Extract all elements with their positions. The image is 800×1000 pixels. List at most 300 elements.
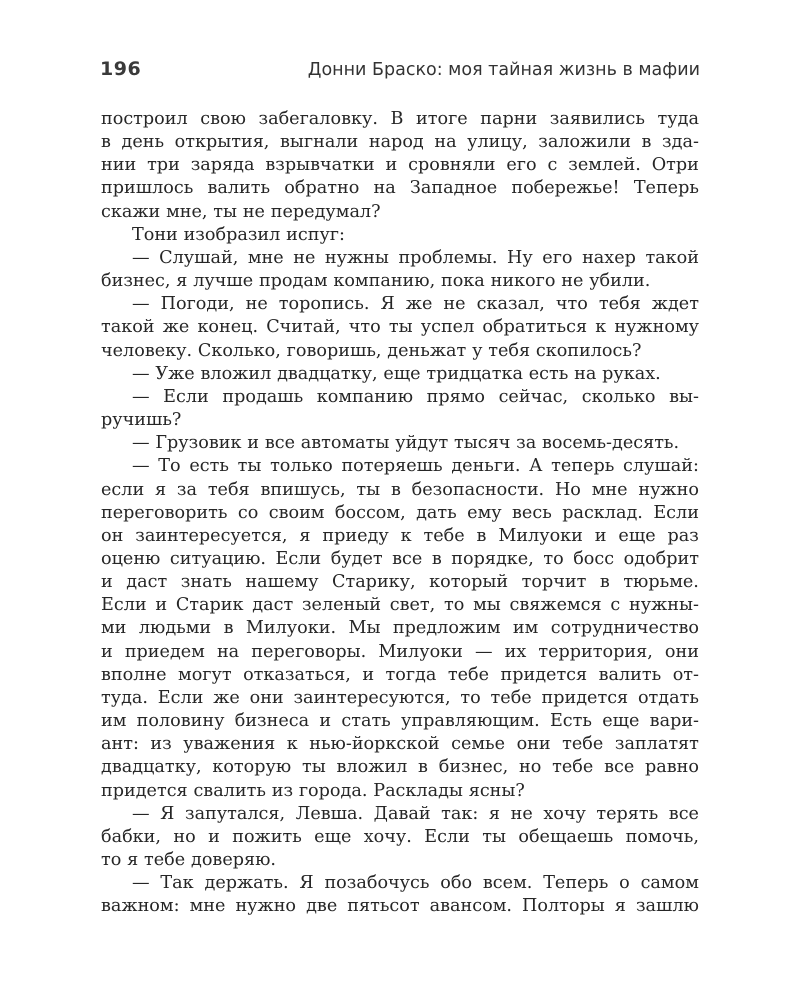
word: тебе (490, 687, 532, 708)
word: заплатят (614, 734, 699, 755)
word: пожить (232, 826, 302, 847)
text-line (101, 502, 699, 525)
word: на (434, 132, 457, 153)
word: бизнеса (234, 711, 310, 732)
word: на (216, 641, 240, 662)
word: одобрит (623, 548, 699, 569)
word: расклад. (562, 502, 643, 523)
word: Теперь (543, 873, 609, 894)
word: и (208, 826, 220, 847)
text-line-content (101, 617, 699, 640)
text-line-content (132, 293, 699, 316)
word: продам (258, 271, 328, 292)
word: вложил (336, 757, 408, 778)
word: тогда (385, 664, 437, 685)
word: — (132, 294, 150, 315)
text-line-content (101, 895, 699, 918)
text-line-content (101, 687, 699, 710)
word: нужны (324, 247, 389, 268)
word: они (516, 734, 551, 755)
word: впишусь, (260, 479, 346, 500)
word: в (418, 757, 428, 778)
word: Есть (549, 711, 592, 732)
word: все (264, 433, 295, 454)
text-line-content (101, 664, 699, 687)
text-line (101, 687, 699, 710)
text-line-content (132, 363, 699, 386)
word: свалить (193, 780, 266, 801)
word: они (249, 687, 284, 708)
word: заложили (538, 132, 631, 153)
word: даст (252, 595, 294, 616)
word: есть (528, 363, 569, 384)
text-line-content (101, 756, 699, 779)
word: еще (618, 525, 656, 546)
text-line (101, 641, 699, 664)
word: успел (420, 317, 475, 338)
word: Ну (507, 247, 533, 268)
word: бизнес, (101, 271, 171, 292)
word: и (101, 641, 113, 662)
word: есть (189, 456, 229, 477)
text-line-content (132, 432, 699, 455)
word: управляющим. (401, 711, 540, 732)
text-line (101, 849, 699, 872)
word: взрывчатки (265, 155, 375, 176)
text-line-content (101, 177, 699, 200)
text-line (101, 455, 699, 478)
word: торопись. (278, 294, 370, 315)
word: тебя (488, 340, 531, 361)
word: от- (672, 664, 699, 685)
word: могут (178, 664, 232, 685)
word: Милуоки (378, 641, 463, 662)
word: улицу, (467, 132, 528, 153)
word: Грузовик (155, 433, 242, 454)
word: ручишь? (101, 410, 182, 431)
word: свяжемся (509, 595, 602, 616)
word: скопилось? (535, 340, 642, 361)
word: в (476, 525, 487, 546)
word: обратиться (482, 317, 588, 338)
text-line (101, 803, 699, 826)
text-line-content (101, 131, 699, 154)
word: в (223, 618, 234, 639)
word: — (132, 873, 150, 894)
word: Теперь (633, 178, 699, 199)
word: то (444, 595, 465, 616)
text-line (101, 617, 699, 640)
word: же (162, 317, 190, 338)
text-line-content (101, 849, 699, 872)
word: тебе (552, 757, 594, 778)
word: даст (126, 572, 168, 593)
word: уйдут (395, 433, 449, 454)
word: переговоры. (251, 641, 367, 662)
word: заряда (190, 155, 255, 176)
word: порядке, (451, 548, 534, 569)
word: Если (275, 548, 322, 569)
word: всем. (482, 873, 533, 894)
word: теперь (551, 456, 615, 477)
word: тебе (144, 850, 186, 870)
word: самом (640, 873, 699, 894)
word: к (595, 317, 607, 338)
word: он (101, 525, 124, 546)
word: в (101, 132, 111, 153)
word: тридцатка (426, 363, 523, 384)
word: со (237, 502, 259, 523)
text-line (101, 409, 699, 432)
word: компанию (316, 386, 414, 407)
word: Если (163, 386, 209, 407)
word: ты (213, 201, 238, 222)
word: нужно (638, 479, 699, 500)
word: и (247, 433, 260, 454)
word: на (373, 178, 396, 199)
word: им (512, 618, 539, 639)
text-line (101, 479, 699, 502)
word: тебе (423, 525, 465, 546)
word: бабки, (101, 826, 161, 847)
word: приеду (322, 525, 389, 546)
word: передумал? (270, 201, 381, 222)
word: забегаловку. (258, 109, 378, 129)
word: пришлось (101, 178, 194, 199)
word: Давай (373, 803, 431, 824)
text-line (101, 826, 699, 849)
word: Так (160, 873, 194, 894)
text-line-content (101, 479, 699, 502)
word: день (121, 132, 165, 153)
word: Если (101, 595, 147, 616)
text-line (101, 386, 699, 409)
word: с (610, 595, 621, 616)
text-line (101, 293, 699, 316)
text-line (101, 108, 699, 131)
body-text (101, 108, 699, 918)
word: компанию, (333, 271, 436, 292)
text-line (101, 780, 699, 803)
word: к (400, 525, 412, 546)
text-line-content (101, 733, 699, 756)
word: мне (189, 896, 226, 917)
word: потеряешь (341, 456, 443, 477)
word: скажи (101, 201, 161, 222)
word: его (542, 247, 573, 268)
word: выгнали (280, 132, 359, 153)
word: народ (368, 132, 424, 153)
word: ты (301, 757, 326, 778)
word: доверяю. (190, 850, 276, 870)
word: обещаешь (518, 826, 614, 847)
word: мне (591, 479, 628, 500)
word: деньги. (451, 456, 521, 477)
word: в (431, 548, 442, 569)
word: в (599, 572, 610, 593)
text-line-content (101, 154, 699, 177)
word: В (390, 109, 404, 129)
text-line (101, 594, 699, 617)
word: Но (554, 479, 581, 500)
word: весь (512, 502, 552, 523)
word: две (306, 896, 338, 917)
word: нии (101, 155, 137, 176)
text-line-content (101, 201, 699, 224)
word: придется (541, 687, 629, 708)
text-line-content (101, 502, 699, 525)
word: человеку. (101, 340, 193, 361)
word: на (574, 363, 597, 384)
word: нужны- (628, 595, 699, 616)
word: я (488, 803, 501, 824)
word: я (154, 479, 167, 500)
word: мне (247, 247, 284, 268)
word: конец. (197, 317, 259, 338)
word: три (147, 155, 180, 176)
word: за (176, 479, 197, 500)
word: территория, (538, 641, 653, 662)
word: побережье! (511, 178, 620, 199)
text-line-content (132, 455, 699, 478)
word: отдать (637, 687, 699, 708)
running-title: Донни Браско: моя тайная жизнь в мафии (307, 60, 700, 80)
word: запутался, (184, 803, 286, 824)
word: половину (136, 711, 225, 732)
word: Левша. (295, 803, 364, 824)
text-line-content (101, 548, 699, 571)
word: и (385, 155, 398, 176)
word: Милуоки. (245, 618, 337, 639)
word: Западное (409, 178, 498, 199)
word: хочу. (363, 826, 412, 847)
word: то (543, 548, 564, 569)
word: обо (440, 873, 473, 894)
word: позабочусь (324, 873, 430, 894)
word: за (516, 433, 537, 454)
word: я (127, 850, 139, 870)
word: важном: (101, 896, 180, 917)
text-line (101, 756, 699, 779)
word: что (348, 317, 381, 338)
word: мы (473, 595, 501, 616)
word: сколько (581, 386, 656, 407)
word: заинтересуется, (135, 525, 288, 546)
word: еще (602, 711, 640, 732)
word: двадцатку, (277, 363, 378, 384)
word: но (519, 757, 542, 778)
word: валить (207, 178, 271, 199)
word: испуг: (286, 224, 345, 245)
word: с (547, 155, 558, 176)
text-line (101, 316, 699, 339)
word: вы- (669, 386, 699, 407)
text-line (101, 664, 699, 687)
text-line-content (101, 826, 699, 849)
text-line (101, 548, 699, 571)
word: пятьсот (347, 896, 420, 917)
word: парни (480, 109, 538, 129)
word: авансом. (429, 896, 512, 917)
word: к (286, 734, 298, 755)
word: дать (416, 502, 457, 523)
word: босс (573, 548, 615, 569)
word: города. (298, 780, 368, 801)
word: ему (467, 502, 502, 523)
word: у (472, 340, 483, 361)
word: знать (180, 572, 232, 593)
word: переговорить (101, 502, 228, 523)
word: которую (212, 757, 292, 778)
word: тебе (447, 664, 490, 685)
word: Слушай, (159, 247, 239, 268)
word: изобразил (183, 224, 281, 245)
word: ант: (101, 734, 139, 755)
word: Если (424, 826, 470, 847)
word: придется (500, 664, 588, 685)
word: ждет (651, 294, 699, 315)
word: Мы (348, 618, 381, 639)
word: помочь, (625, 826, 699, 847)
word: терять (596, 803, 659, 824)
word: который (429, 572, 509, 593)
word: бизнес, (438, 757, 509, 778)
word: — (132, 247, 150, 268)
word: валить (598, 664, 662, 685)
text-line (101, 710, 699, 733)
word: Я (380, 294, 395, 315)
word: Я (299, 873, 314, 894)
word: продашь (222, 386, 304, 407)
text-line-content (101, 108, 699, 131)
word: ты (237, 456, 262, 477)
word: уважения (183, 734, 276, 755)
word: То (158, 456, 181, 477)
word: еще (314, 826, 352, 847)
text-line-content (101, 316, 699, 339)
word: оценю (101, 548, 161, 569)
word: туда. (101, 687, 148, 708)
word: — (132, 363, 150, 384)
text-line (101, 270, 699, 293)
word: о (619, 873, 630, 894)
word: не (245, 294, 268, 315)
word: открытия, (174, 132, 270, 153)
word: то (460, 687, 481, 708)
word: безопасности. (411, 479, 545, 500)
word: хочу (543, 803, 586, 824)
text-line (101, 525, 699, 548)
word: я (614, 896, 626, 917)
text-line-content (101, 780, 699, 803)
word: предложим (392, 618, 501, 639)
word: тебя (598, 294, 641, 315)
word: из (150, 734, 172, 755)
text-line-content (132, 872, 699, 895)
word: — (132, 386, 150, 407)
word: свет, (389, 595, 436, 616)
word: мне, (166, 201, 208, 222)
word: итоге (416, 109, 468, 129)
word: ты (388, 317, 413, 338)
word: в (641, 132, 652, 153)
word: Погоди, (160, 294, 235, 315)
word: тебе (562, 734, 604, 755)
word: если (101, 479, 145, 500)
word: приедем (124, 641, 205, 662)
word: заинтересуются, (293, 687, 451, 708)
word: будет (330, 548, 383, 569)
text-line-content (101, 641, 699, 664)
word: — (132, 456, 150, 477)
word: Милуоки (498, 525, 583, 546)
word: зеленый (301, 595, 381, 616)
word: руках. (602, 363, 661, 384)
word: сровняли (408, 155, 496, 176)
text-line-content (101, 270, 699, 293)
word: нужному (614, 317, 699, 338)
word: и (101, 572, 113, 593)
word: ситуацию. (169, 548, 267, 569)
word: не (443, 294, 466, 315)
text-line-content (132, 224, 699, 247)
word: держать. (204, 873, 289, 894)
word: — (132, 803, 150, 824)
text-line-content (101, 525, 699, 548)
word: то (101, 850, 122, 870)
word: — (474, 641, 493, 662)
word: проблемы. (398, 247, 498, 268)
word: Сколько, (197, 340, 281, 361)
text-line (101, 571, 699, 594)
word: тебя (207, 479, 250, 500)
word: все (604, 757, 635, 778)
word: лучше (193, 271, 254, 292)
text-line (101, 131, 699, 154)
word: А (529, 456, 543, 477)
word: деньжат (387, 340, 467, 361)
word: никого (490, 271, 556, 292)
word: и (362, 664, 375, 685)
word: говоришь, (286, 340, 382, 361)
page-header (100, 58, 700, 88)
word: свою (200, 109, 246, 129)
word: боссом, (334, 502, 406, 523)
word: сейчас, (498, 386, 569, 407)
text-line (101, 201, 699, 224)
word: своим (268, 502, 325, 523)
word: только (270, 456, 333, 477)
word: все (392, 548, 423, 569)
word: я (299, 525, 311, 546)
text-line-content (101, 340, 699, 363)
word: стать (341, 711, 391, 732)
word: равно (645, 757, 699, 778)
word: ты (356, 479, 381, 500)
word: Я (160, 803, 175, 824)
word: пока (440, 271, 485, 292)
word: нужно (235, 896, 297, 917)
word: восемь-десять. (542, 433, 680, 454)
word: отказаться, (243, 664, 351, 685)
text-line (101, 177, 699, 200)
word: вложил (200, 363, 272, 384)
word: — (132, 433, 150, 454)
word: и (155, 595, 168, 616)
word: тюрьме. (623, 572, 699, 593)
word: ми (101, 618, 127, 639)
word: тысяч (454, 433, 511, 454)
